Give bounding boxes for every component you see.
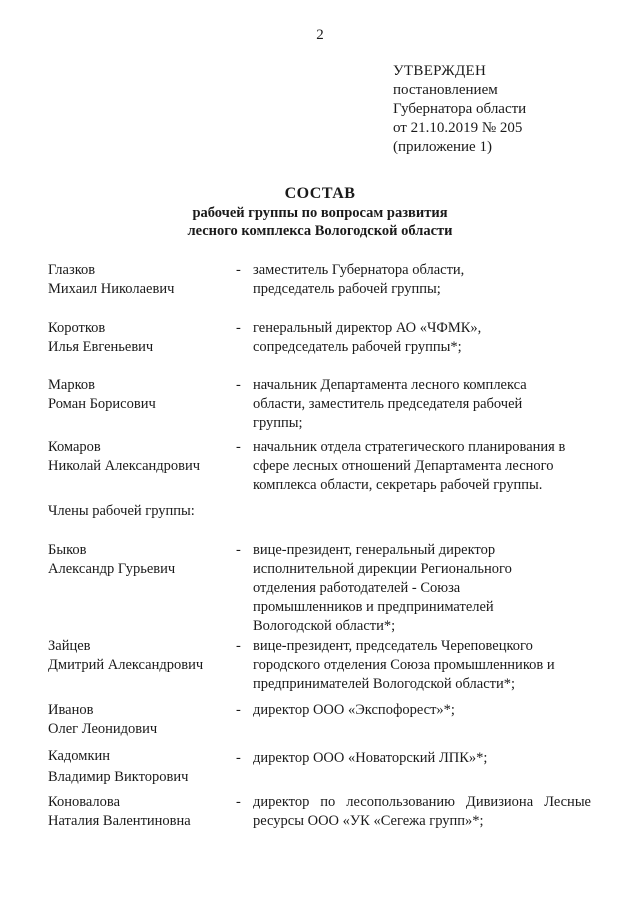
title-line: лесного комплекса Вологодской области	[187, 223, 453, 239]
role-line: директор ООО «Новаторский ЛПК»*;	[253, 750, 488, 766]
role-line: отделения работодателей - Союза	[253, 580, 461, 596]
person-surname: Зайцев	[48, 638, 91, 654]
approval-stamp	[393, 62, 526, 157]
person-surname: Иванов	[48, 702, 94, 718]
dash: -	[236, 439, 241, 455]
person-name	[48, 637, 233, 675]
role-line: начальник отдела стратегического планирования в	[253, 439, 566, 455]
title-line: рабочей группы по вопросам развития	[192, 205, 448, 221]
person-role	[253, 438, 591, 495]
title-heading: СОСТАВ	[284, 185, 356, 202]
role-line: директор ООО «Экспофорест»*;	[253, 702, 455, 718]
role-line: Вологодской области*;	[253, 618, 396, 634]
person-given-name: Роман Борисович	[48, 396, 156, 412]
members-label: Члены рабочей группы:	[48, 503, 195, 519]
person-given-name: Олег Леонидович	[48, 721, 158, 737]
role-line: городского отделения Союза промышленников и	[253, 657, 555, 673]
person-surname: Марков	[48, 377, 95, 393]
person-name	[48, 541, 233, 579]
dash: -	[236, 750, 241, 766]
approval-line: (приложение 1)	[393, 139, 492, 155]
role-line: группы;	[253, 415, 303, 431]
person-name	[48, 319, 233, 357]
person-role	[253, 376, 591, 433]
person-role	[253, 793, 591, 831]
dash: -	[236, 262, 241, 278]
person-name	[48, 261, 233, 299]
person-given-name: Дмитрий Александрович	[48, 657, 204, 673]
person-given-name: Михаил Николаевич	[48, 281, 175, 297]
page-number: 2	[316, 27, 324, 43]
person-role	[253, 749, 591, 768]
person-surname: Кадомкин	[48, 748, 111, 764]
dash: -	[236, 638, 241, 654]
role-line: генеральный директор АО «ЧФМК»,	[253, 320, 482, 336]
person-given-name: Николай Александрович	[48, 458, 201, 474]
role-line: промышленников и предпринимателей	[253, 599, 494, 615]
dash: -	[236, 794, 241, 810]
role-line: сфере лесных отношений Департамента лесного	[253, 458, 554, 474]
dash: -	[236, 320, 241, 336]
approval-line: постановлением	[393, 82, 498, 98]
person-given-name: Наталия Валентиновна	[48, 813, 191, 829]
approval-line: Губернатора области	[393, 101, 527, 117]
role-line: области, заместитель председателя рабочей	[253, 396, 523, 412]
person-given-name: Илья Евгеньевич	[48, 339, 154, 355]
role-line: вице-президент, председатель Череповецкого	[253, 638, 533, 654]
person-name	[48, 793, 233, 831]
person-role	[253, 637, 591, 694]
role-line: исполнительной дирекции Регионального	[253, 561, 512, 577]
dash: -	[236, 542, 241, 558]
approval-status: УТВЕРЖДЕН	[393, 63, 487, 79]
approval-line: от 21.10.2019 № 205	[393, 120, 523, 136]
person-role	[253, 541, 591, 636]
person-surname: Коновалова	[48, 794, 121, 810]
person-name	[48, 376, 233, 414]
person-given-name: Владимир Викторович	[48, 769, 189, 785]
role-line: сопредседатель рабочей группы*;	[253, 339, 462, 355]
person-name	[48, 701, 233, 739]
role-line: директор по лесопользованию Дивизиона Лесные	[253, 794, 591, 810]
dash: -	[236, 702, 241, 718]
role-line: ресурсы ООО «УК «Сегежа групп»*;	[253, 813, 484, 829]
role-line: начальник Департамента лесного комплекса	[253, 377, 527, 393]
role-line: вице-президент, генеральный директор	[253, 542, 496, 558]
person-role	[253, 701, 591, 720]
person-surname: Комаров	[48, 439, 101, 455]
role-line: предпринимателей Вологодской области*;	[253, 676, 516, 692]
document-title	[0, 184, 640, 240]
role-line: комплекса области, секретарь рабочей группы.	[253, 477, 543, 493]
role-line: заместитель Губернатора области,	[253, 262, 465, 278]
person-surname: Быков	[48, 542, 87, 558]
person-surname: Глазков	[48, 262, 96, 278]
person-name	[48, 438, 233, 476]
person-surname: Коротков	[48, 320, 106, 336]
dash: -	[236, 377, 241, 393]
person-role	[253, 319, 591, 357]
role-line: председатель рабочей группы;	[253, 281, 441, 297]
person-given-name: Александр Гурьевич	[48, 561, 176, 577]
person-name	[48, 747, 233, 787]
person-role	[253, 261, 591, 299]
